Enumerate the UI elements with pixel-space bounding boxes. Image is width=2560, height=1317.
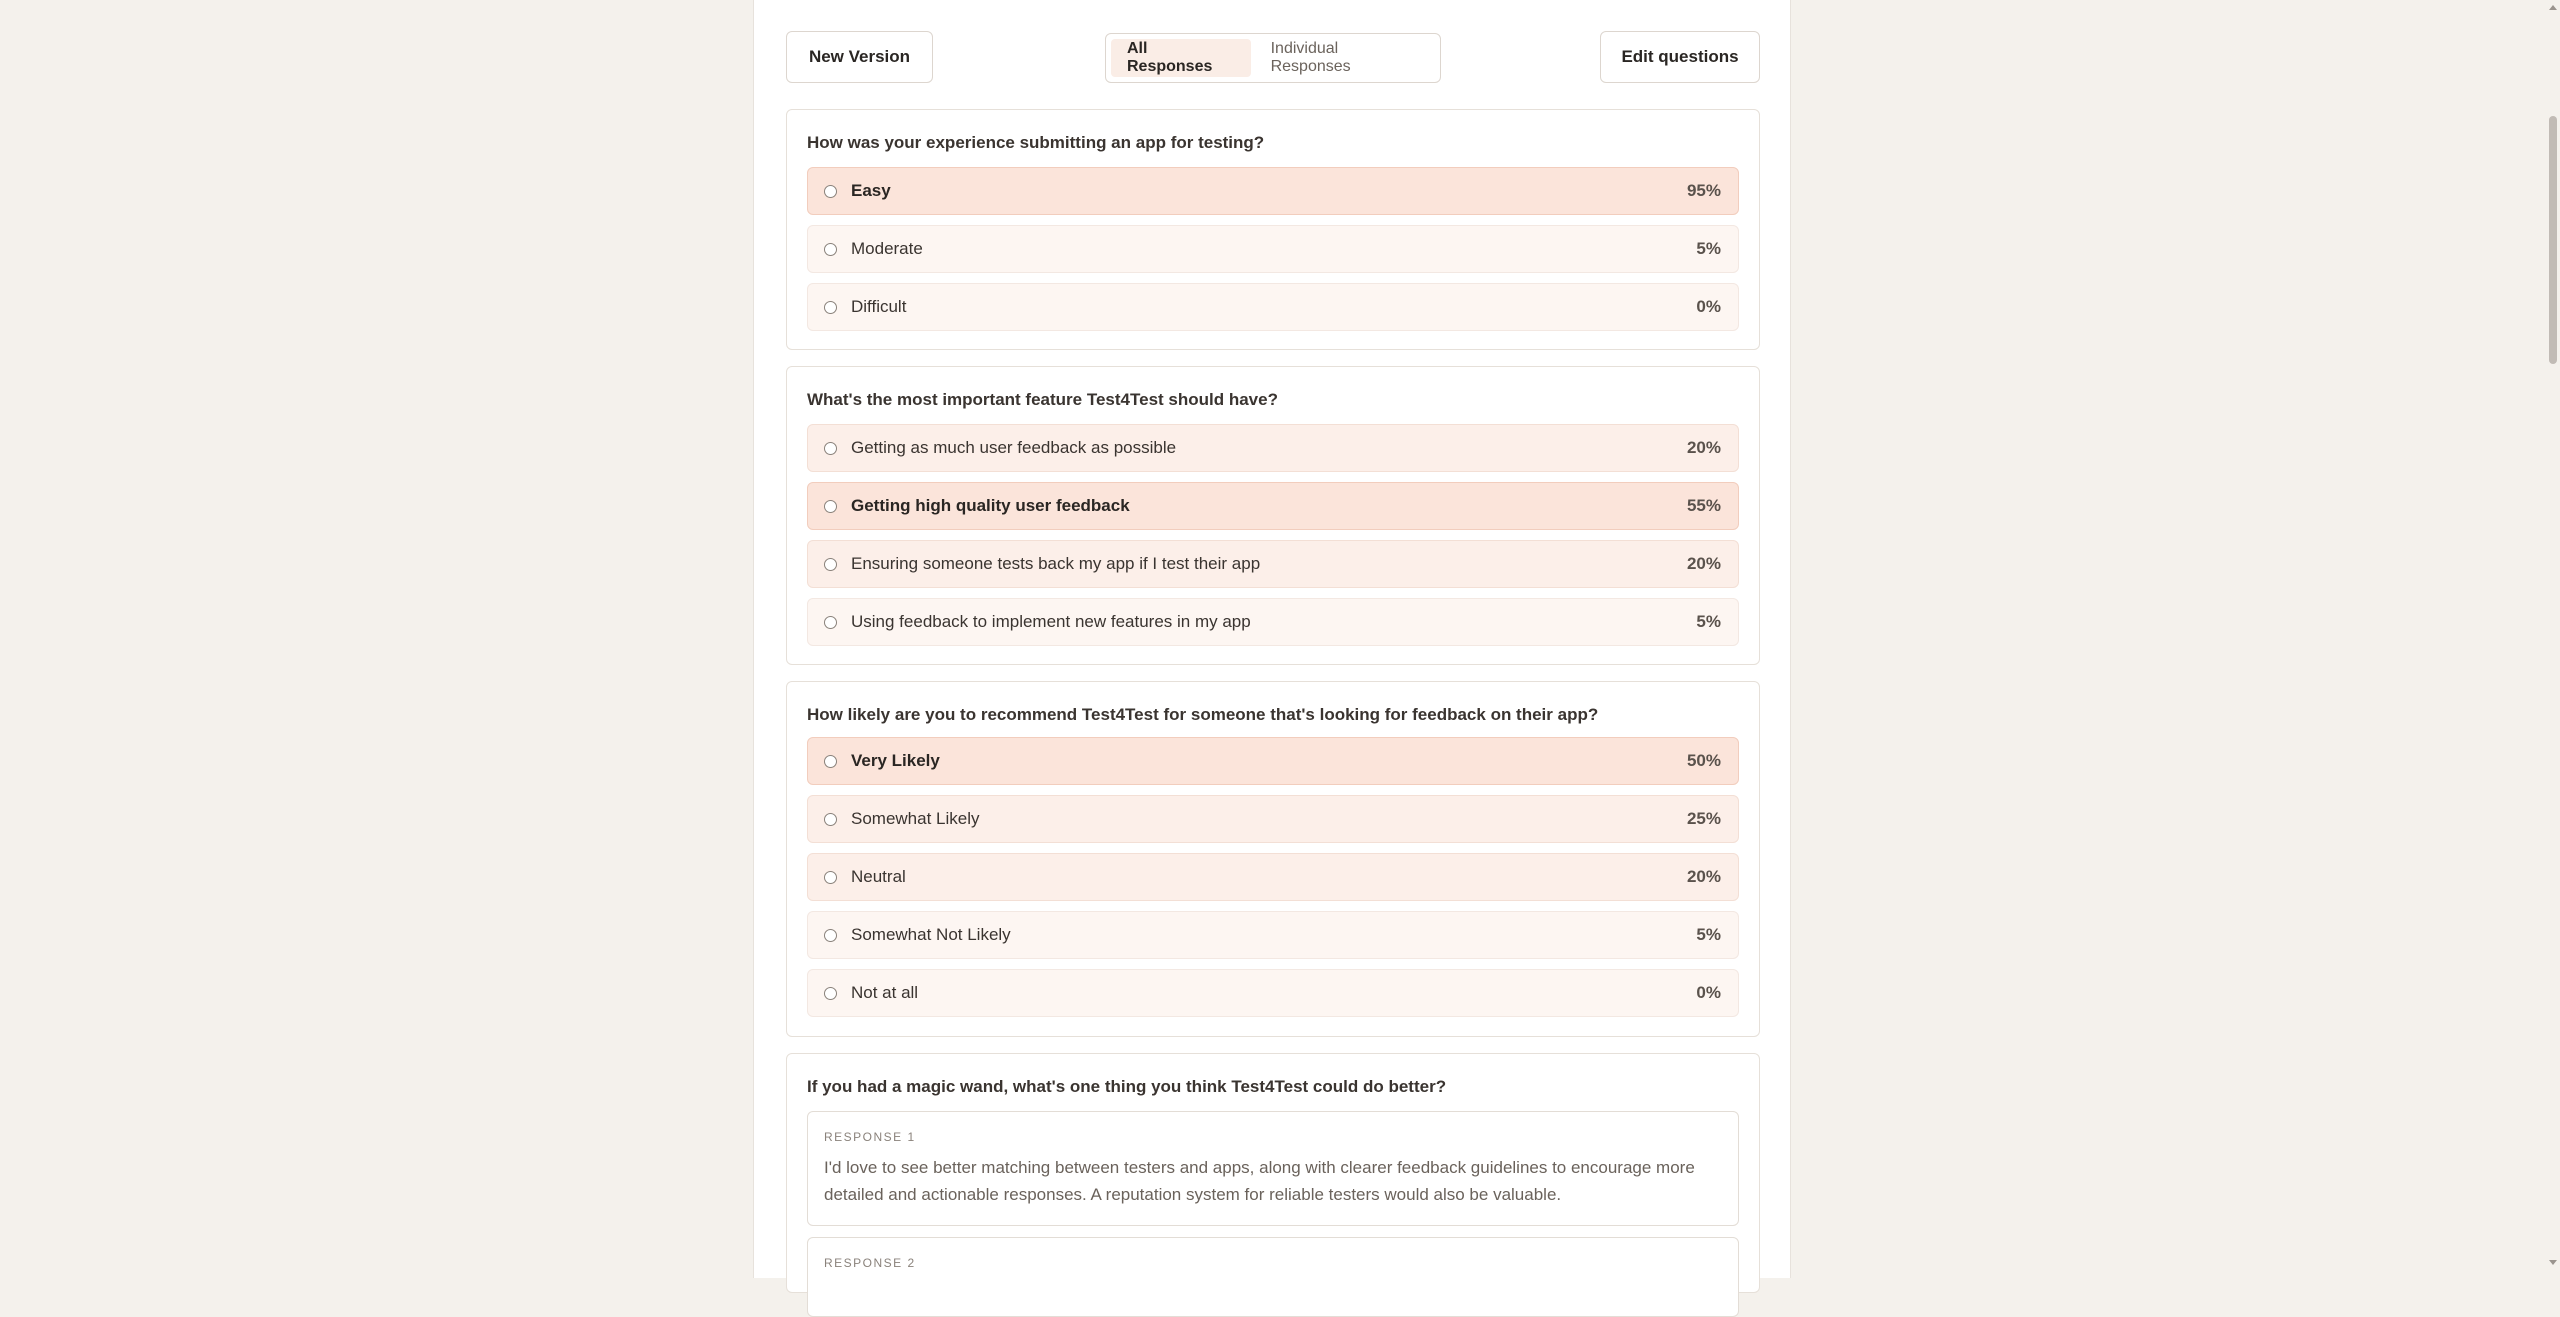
edit-questions-button[interactable]: Edit questions: [1600, 31, 1760, 83]
option-percent: 95%: [1686, 181, 1721, 200]
question-card: [786, 109, 1760, 350]
option-percent: 5%: [1696, 612, 1721, 631]
response-view-toggle: [1105, 33, 1441, 83]
answer-option[interactable]: [807, 482, 1739, 530]
option-percent: 5%: [1696, 239, 1721, 258]
option-label: Not at all: [851, 983, 919, 1002]
response-text: I'd love to see better matching between testers and apps, along with clearer feedback guidelines to encourage more detailed and actionable responses. A reputation system for reliable testers would also be valuable.: [824, 1158, 1695, 1204]
option-percent: 50%: [1686, 751, 1721, 770]
option-label: Getting as much user feedback as possible: [851, 438, 1177, 457]
question-card: [786, 681, 1760, 1037]
option-percent: 20%: [1686, 438, 1721, 457]
option-percent: 55%: [1686, 496, 1721, 515]
radio-icon: [824, 616, 837, 629]
radio-icon: [824, 813, 837, 826]
answer-option[interactable]: [807, 737, 1739, 785]
radio-icon: [824, 500, 837, 513]
option-label: Neutral: [851, 867, 906, 886]
option-percent: 20%: [1686, 867, 1721, 886]
question-card: [786, 366, 1760, 665]
answer-option[interactable]: [807, 167, 1739, 215]
radio-icon: [824, 442, 837, 455]
response-label: RESPONSE 2: [824, 1256, 916, 1270]
option-percent: 25%: [1686, 809, 1721, 828]
answer-option[interactable]: [807, 598, 1739, 646]
question-title: How likely are you to recommend Test4Test for someone that's looking for feedback on their app?: [807, 705, 1599, 724]
question-title: If you had a magic wand, what's one thing you think Test4Test could do better?: [807, 1077, 1447, 1096]
option-label: Very Likely: [851, 751, 940, 770]
answer-option[interactable]: [807, 225, 1739, 273]
option-label: Somewhat Likely: [851, 809, 980, 828]
radio-icon: [824, 243, 837, 256]
question-card: [786, 1053, 1760, 1293]
question-title: What's the most important feature Test4Test should have?: [807, 390, 1278, 409]
answer-option[interactable]: [807, 795, 1739, 843]
new-version-button[interactable]: New Version: [786, 31, 933, 83]
option-label: Easy: [851, 181, 891, 200]
option-percent: 0%: [1696, 983, 1721, 1002]
answer-option[interactable]: [807, 911, 1739, 959]
option-label: Moderate: [851, 239, 923, 258]
radio-icon: [824, 558, 837, 571]
answer-option[interactable]: [807, 283, 1739, 331]
option-label: Somewhat Not Likely: [851, 925, 1011, 944]
tab-individual-responses[interactable]: Individual Responses: [1270, 40, 1351, 75]
toolbar: [786, 31, 1760, 85]
response-box: [807, 1111, 1739, 1226]
radio-icon: [824, 929, 837, 942]
option-label: Getting high quality user feedback: [851, 496, 1130, 515]
radio-icon: [824, 301, 837, 314]
radio-icon: [824, 185, 837, 198]
radio-icon: [824, 987, 837, 1000]
response-box: [807, 1237, 1739, 1317]
radio-icon: [824, 871, 837, 884]
radio-icon: [824, 755, 837, 768]
option-percent: 20%: [1686, 554, 1721, 573]
response-label: RESPONSE 1: [824, 1130, 916, 1144]
option-label: Using feedback to implement new features in my app: [851, 612, 1251, 631]
scroll-down-arrow-icon[interactable]: [2549, 1260, 2557, 1265]
answer-option[interactable]: [807, 540, 1739, 588]
option-percent: 5%: [1696, 925, 1721, 944]
option-percent: 0%: [1696, 297, 1721, 316]
answer-option[interactable]: [807, 424, 1739, 472]
option-label: Difficult: [851, 297, 907, 316]
answer-option[interactable]: [807, 853, 1739, 901]
scroll-up-arrow-icon[interactable]: [2549, 5, 2557, 10]
option-label: Ensuring someone tests back my app if I test their app: [851, 554, 1261, 573]
scrollbar-thumb[interactable]: [2549, 116, 2557, 364]
answer-option[interactable]: [807, 969, 1739, 1017]
question-title: How was your experience submitting an app for testing?: [807, 133, 1265, 152]
tab-all-responses[interactable]: All Responses: [1111, 39, 1251, 77]
